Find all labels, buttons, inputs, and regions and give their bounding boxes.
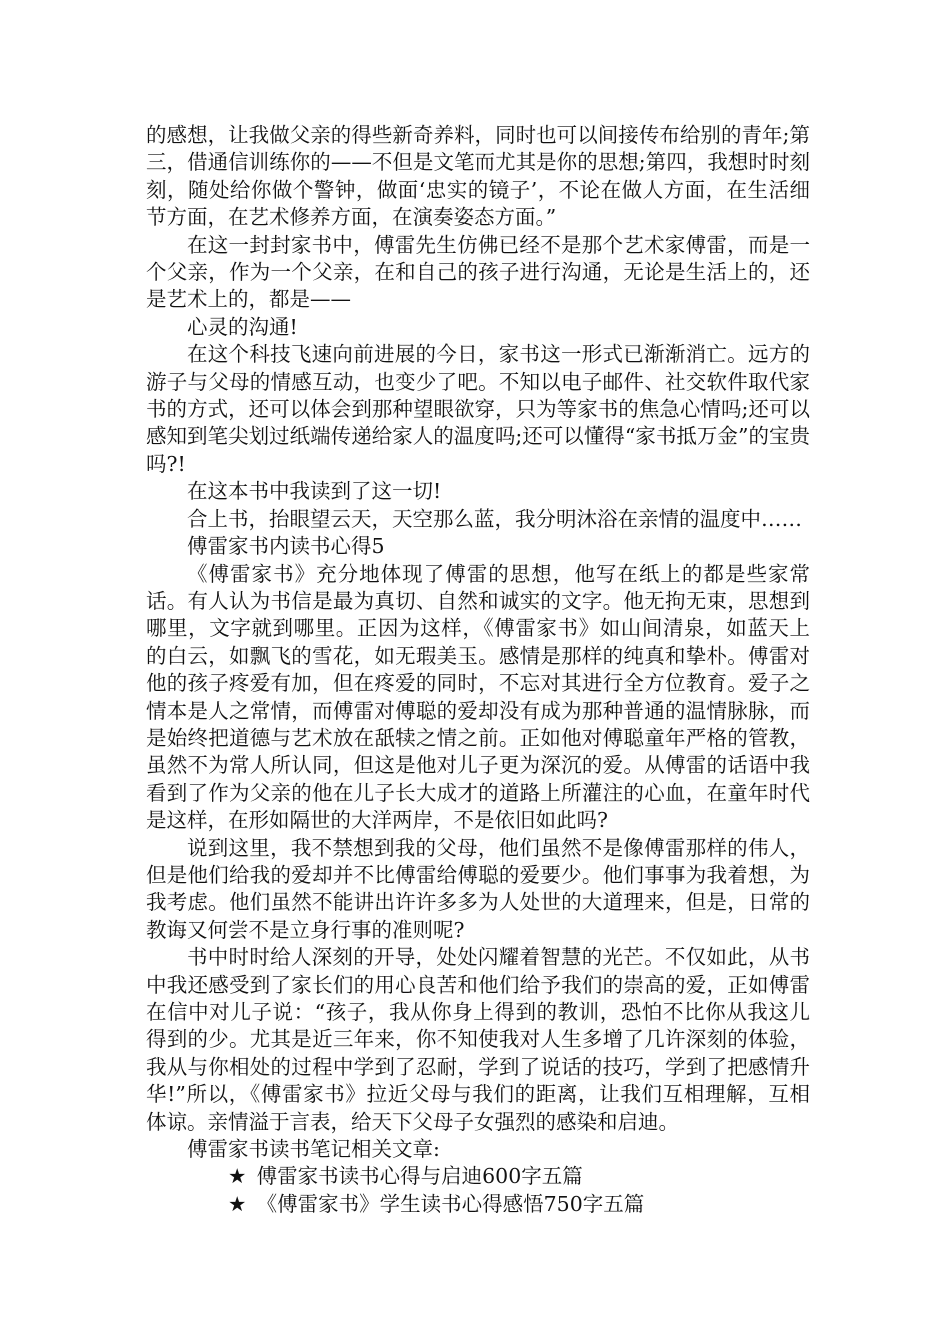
section-heading: 傅雷家书内读书心得5 [187, 534, 385, 559]
paragraph: 书中时时给人深刻的开导，处处闪耀着智慧的光芒。不仅如此，从书中我还感受到了家长们的用心良苦和他们给予我们的崇高的爱，正如傅雷在信中对儿子说：“孩子，我从你身上得到的教训，恐怕不比你从我这儿得到的少。尤其是近三年来，你不知使我对人生多增了几许深刻的体验，我从与你相处的过程中学到了忍耐，学到了说话的技巧，学到了把感情升华!”所以，《傅雷家书》拉近父母与我们的距离，让我们互相理解，互相体谅。亲情溢于言表，给天下父母子女强烈的感染和启迪。 [146, 945, 810, 1134]
paragraph: 在这本书中我读到了这一切! [187, 479, 442, 504]
related-article-link[interactable] [146, 1163, 810, 1190]
related-article-title: 傅雷家书读书心得与启迪600字五篇 [256, 1164, 583, 1189]
paragraph: 在这一封封家书中，傅雷先生仿佛已经不是那个艺术家傅雷，而是一个父亲，作为一个父亲，在和自己的孩子进行沟通，无论是生活上的，还是艺术上的，都是—— [146, 232, 810, 312]
paragraph-continuation: 的感想，让我做父亲的得些新奇养料，同时也可以间接传布给别的青年;第三，借通信训练你的——不但是文笔而尤其是你的思想;第四，我想时时刻刻，随处给你做个警钟，做面‘忠实的镜子’，不论在做人方面，在生活细节方面，在艺术修养方面，在演奏姿态方面。” [146, 123, 810, 230]
paragraph: 心灵的沟通! [187, 314, 298, 339]
related-article-title: 《傅雷家书》学生读书心得感悟750字五篇 [256, 1191, 645, 1216]
paragraph: 说到这里，我不禁想到我的父母，他们虽然不是像傅雷那样的伟人，但是他们给我的爱却并不比傅雷给傅聪的爱要少。他们事事为我着想，为我考虑。他们虽然不能讲出许许多多为人处世的大道理来，但是，日常的教诲又何尝不是立身行事的准则呢? [146, 835, 810, 942]
related-articles-heading: 傅雷家书读书笔记相关文章: [187, 1137, 440, 1162]
star-icon: ★ [228, 1164, 247, 1189]
paragraph: 合上书，抬眼望云天，天空那么蓝，我分明沐浴在亲情的温度中…… [187, 506, 802, 531]
related-article-link[interactable] [146, 1191, 810, 1218]
star-icon: ★ [228, 1191, 247, 1216]
paragraph: 在这个科技飞速向前进展的今日，家书这一形式已渐渐消亡。远方的游子与父母的情感互动，也变少了吧。不知以电子邮件、社交软件取代家书的方式，还可以体会到那种望眼欲穿，只为等家书的焦急心情吗;还可以感知到笔尖划过纸端传递给家人的温度吗;还可以懂得“家书抵万金”的宝贵吗?! [146, 342, 810, 476]
paragraph: 《傅雷家书》充分地体现了傅雷的思想，他写在纸上的都是些家常话。有人认为书信是最为真切、自然和诚实的文字。他无拘无束，思想到哪里，文字就到哪里。正因为这样，《傅雷家书》如山间清泉，如蓝天上的白云，如飘飞的雪花，如无瑕美玉。感情是那样的纯真和挚朴。傅雷对他的孩子疼爱有加，但在疼爱的同时，不忘对其进行全方位教育。爱子之情本是人之常情，而傅雷对傅聪的爱却没有成为那种普通的温情脉脉，而是始终把道德与艺术放在舐犊之情之前。正如他对傅聪童年严格的管教，虽然不为常人所认同，但这是他对儿子更为深沉的爱。从傅雷的话语中我看到了作为父亲的他在儿子长大成才的道路上所灌注的心血，在童年时代是这样，在形如隔世的大洋两岸，不是依旧如此吗? [146, 561, 810, 833]
document-body [146, 122, 810, 1218]
